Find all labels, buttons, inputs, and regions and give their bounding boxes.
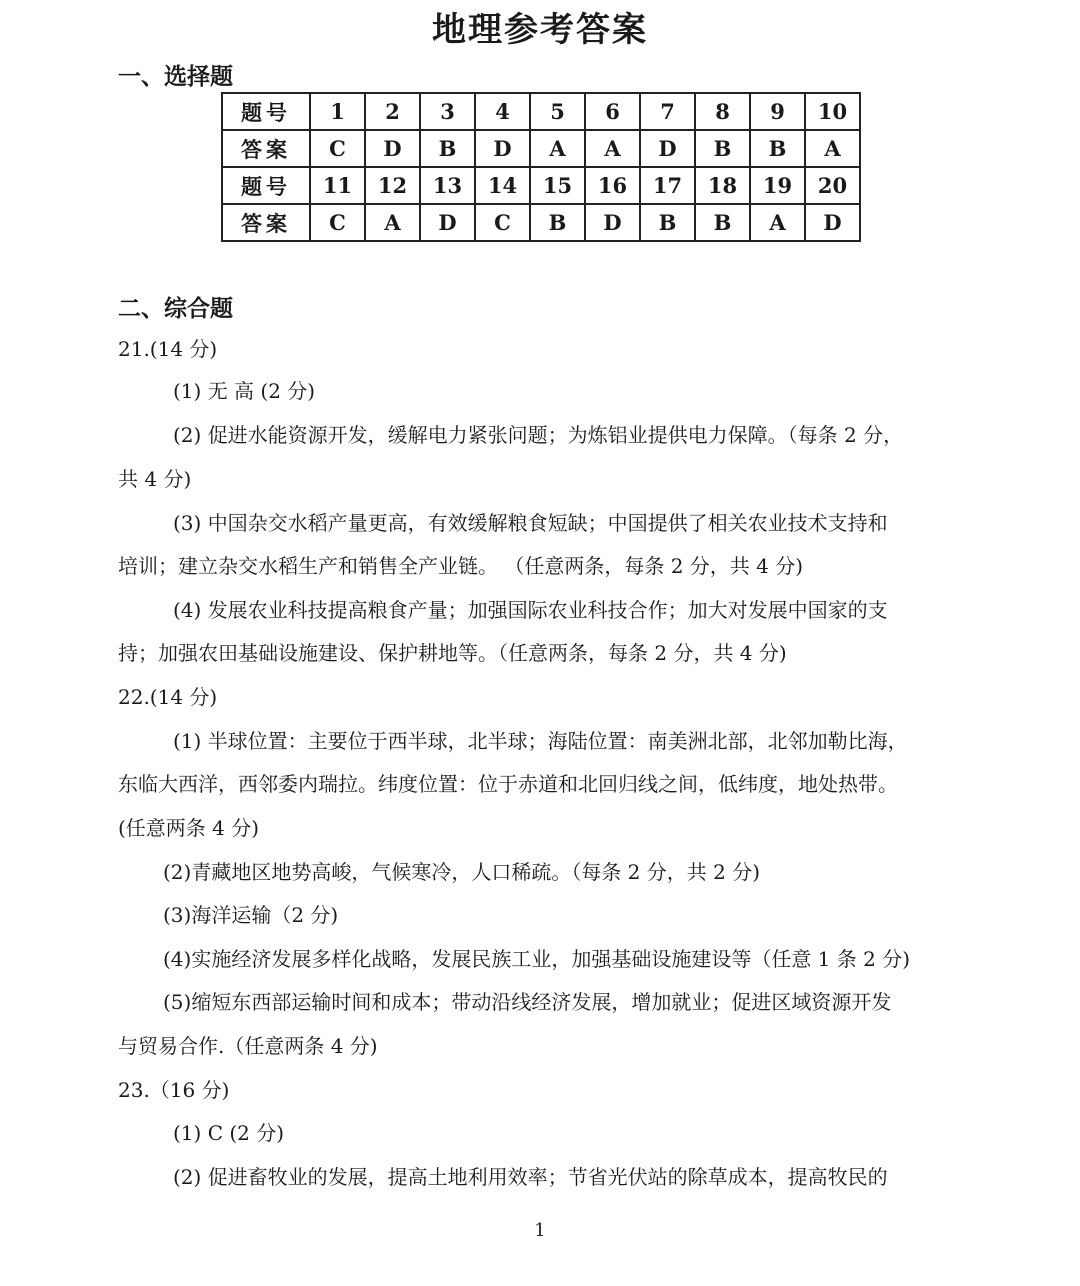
table-cell: 17 <box>640 167 695 204</box>
row-label: 题号 <box>222 167 310 204</box>
table-cell: A <box>365 204 420 241</box>
table-cell: B <box>750 130 805 167</box>
table-cell: D <box>585 204 640 241</box>
answer-line: 培训；建立杂交水稻生产和销售全产业链。 （任意两条，每条 2 分，共 4 分) <box>118 554 804 578</box>
answer-table <box>221 92 861 242</box>
table-cell: 9 <box>750 93 805 130</box>
question-heading: 23.（16 分) <box>118 1078 230 1102</box>
answer-line: 东临大西洋，西邻委内瑞拉。纬度位置：位于赤道和北回归线之间，低纬度，地处热带。 <box>118 772 898 796</box>
table-row <box>222 204 860 241</box>
section-heading-choice: 一、选择题 <box>118 63 233 90</box>
table-cell: B <box>420 130 475 167</box>
table-cell: 1 <box>310 93 365 130</box>
table-cell: D <box>475 130 530 167</box>
answer-line: (任意两条 4 分) <box>118 816 260 840</box>
answer-line: (1) 半球位置：主要位于西半球，北半球；海陆位置：南美洲北部，北邻加勒比海， <box>173 729 908 753</box>
table-cell: A <box>530 130 585 167</box>
table-cell: 4 <box>475 93 530 130</box>
table-cell: C <box>310 130 365 167</box>
question-heading: 21.(14 分) <box>118 337 218 361</box>
answer-line: (3) 中国杂交水稻产量更高，有效缓解粮食短缺；中国提供了相关农业技术支持和 <box>173 511 888 535</box>
answer-line: (2)青藏地区地势高峻，气候寒冷，人口稀疏。（每条 2 分，共 2 分) <box>163 860 761 884</box>
answer-line: 共 4 分) <box>118 467 192 491</box>
answer-line: (2) 促进水能资源开发，缓解电力紧张问题；为炼铝业提供电力保障。（每条 2 分， <box>173 423 904 447</box>
table-cell: B <box>640 204 695 241</box>
table-cell: 6 <box>585 93 640 130</box>
table-cell: A <box>585 130 640 167</box>
table-cell: 3 <box>420 93 475 130</box>
table-cell: A <box>750 204 805 241</box>
table-cell: 16 <box>585 167 640 204</box>
question-heading: 22.(14 分) <box>118 685 218 709</box>
section-heading-comprehensive: 二、综合题 <box>118 295 233 322</box>
table-cell: B <box>695 130 750 167</box>
answer-line: (4)实施经济发展多样化战略，发展民族工业，加强基础设施建设等（任意 1 条 2 分) <box>163 947 911 971</box>
table-cell: 11 <box>310 167 365 204</box>
table-cell: 18 <box>695 167 750 204</box>
table-cell: 8 <box>695 93 750 130</box>
table-cell: 13 <box>420 167 475 204</box>
table-cell: 12 <box>365 167 420 204</box>
answer-line: (2) 促进畜牧业的发展，提高土地利用效率；节省光伏站的除草成本，提高牧民的 <box>173 1165 888 1189</box>
answer-line: (4) 发展农业科技提高粮食产量；加强国际农业科技合作；加大对发展中国家的支 <box>173 598 888 622</box>
table-cell: D <box>365 130 420 167</box>
page-number: 1 <box>534 1220 546 1241</box>
table-cell: C <box>310 204 365 241</box>
row-label: 答案 <box>222 130 310 167</box>
answer-line: 持；加强农田基础设施建设、保护耕地等。（任意两条，每条 2 分，共 4 分) <box>118 641 787 665</box>
page-title: 地理参考答案 <box>432 10 648 50</box>
answer-line: (5)缩短东西部运输时间和成本；带动沿线经济发展，增加就业；促进区域资源开发 <box>163 990 892 1014</box>
answer-line: (1) 无 高 (2 分) <box>173 379 316 403</box>
answer-line: (1) C (2 分) <box>173 1121 285 1145</box>
answer-line: 与贸易合作.（任意两条 4 分) <box>118 1034 378 1058</box>
table-cell: D <box>805 204 860 241</box>
table-cell: D <box>420 204 475 241</box>
table-row <box>222 93 860 130</box>
table-cell: 7 <box>640 93 695 130</box>
table-cell: A <box>805 130 860 167</box>
row-label: 题号 <box>222 93 310 130</box>
table-cell: 15 <box>530 167 585 204</box>
table-cell: B <box>530 204 585 241</box>
table-cell: 5 <box>530 93 585 130</box>
table-cell: 14 <box>475 167 530 204</box>
table-cell: 2 <box>365 93 420 130</box>
table-cell: 20 <box>805 167 860 204</box>
table-cell: 10 <box>805 93 860 130</box>
table-row <box>222 167 860 204</box>
table-row <box>222 130 860 167</box>
answer-line: (3)海洋运输（2 分) <box>163 903 339 927</box>
table-cell: D <box>640 130 695 167</box>
table-cell: 19 <box>750 167 805 204</box>
row-label: 答案 <box>222 204 310 241</box>
table-cell: C <box>475 204 530 241</box>
table-cell: B <box>695 204 750 241</box>
